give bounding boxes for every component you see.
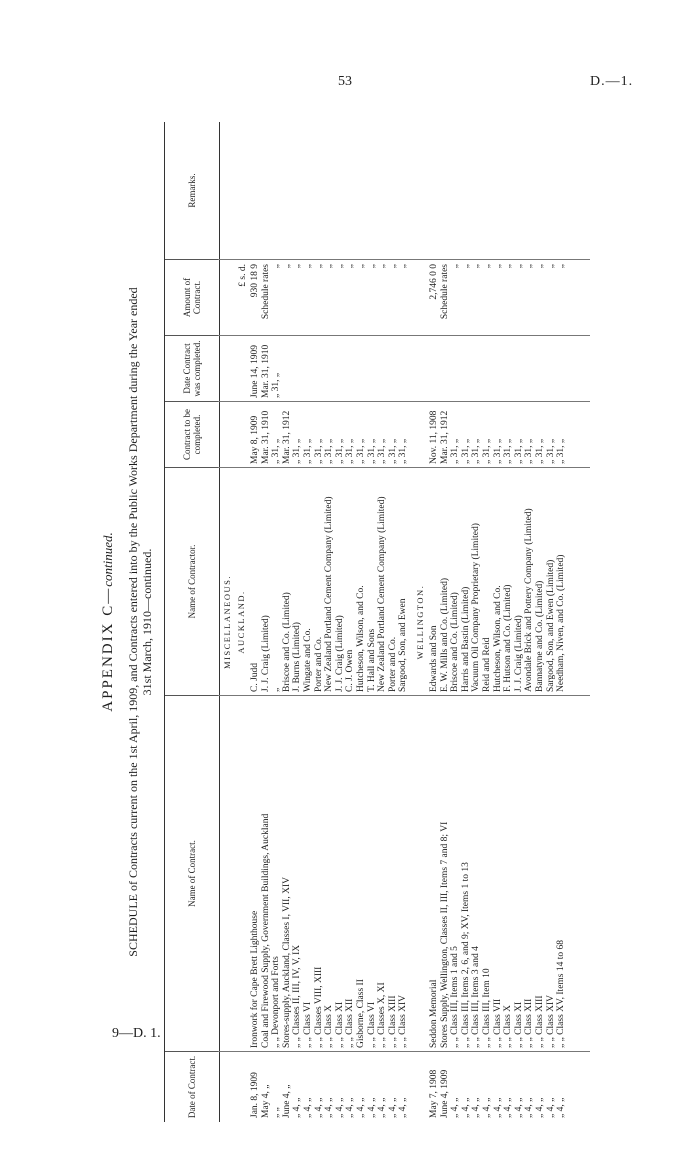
cell-date: „ 4, „ (545, 1097, 556, 1118)
cell-amt: „ (313, 264, 324, 269)
cell-tobe: Mar. 31, 1910 (260, 410, 271, 464)
cell-tobe: „ 31, „ (366, 438, 377, 464)
table-row (440, 122, 450, 1122)
cell-tobe: „ 31, „ (482, 438, 492, 464)
cell-tobe: „ 31, „ (313, 438, 324, 464)
cell-tobe: „ 31, „ (387, 438, 398, 464)
col-amount-header: Amount of Contract. (165, 260, 219, 336)
cell-tobe: „ 31, „ (292, 438, 303, 464)
cell-amt: „ (450, 264, 461, 269)
cell-name: „ „ Class XI (334, 1001, 345, 1048)
cell-name: „ „ Class VI (366, 1002, 377, 1048)
table-row (314, 122, 324, 1122)
cell-date: „ 4, „ (471, 1097, 482, 1118)
cell-name: „ „ Class XIV (545, 994, 556, 1048)
table-row (292, 122, 302, 1122)
col-contractor-header: Name of Contractor. (165, 468, 219, 696)
cell-tobe: „ 31, „ (556, 438, 567, 464)
cell-name: Ironwork for Cape Brett Lighthouse (250, 910, 260, 1048)
currency-units: £ s. d. (238, 264, 248, 287)
cell-date: „ 4, „ (450, 1097, 461, 1118)
cell-contractor: Hutcheson, Wilson, and Co. (492, 585, 503, 692)
cell-date: „ 4, „ (482, 1097, 492, 1118)
cell-date: „ 4, „ (387, 1097, 398, 1118)
cell-comp: June 14, 1909 (250, 344, 260, 398)
cell-name: „ „ Class III, Items 3 and 4 (471, 946, 482, 1048)
cell-comp: „ 31, „ (271, 372, 282, 398)
cell-amt: Schedule rates (260, 264, 271, 320)
cell-tobe: „ 31, „ (356, 438, 366, 464)
cell-contractor: Reid and Reid (482, 637, 492, 692)
appendix-title: APPENDIX C—continued. (100, 532, 116, 712)
table-row (471, 122, 481, 1122)
cell-name: Stores Supply, Wellington, Classes II, III, Items 7 and 8; VI (439, 821, 450, 1048)
cell-name: „ „ Class XV, Items 14 to 68 (556, 939, 567, 1048)
cell-name: Coal and Firewood Supply, Government Buildings, Auckland (260, 813, 271, 1048)
cell-date: „ 4, „ (524, 1097, 535, 1118)
table-header (164, 122, 220, 1122)
cell-amt: „ (513, 264, 524, 269)
cell-date: „ 4, „ (366, 1097, 377, 1118)
cell-amt: „ (482, 264, 492, 269)
cell-contractor: Needham, Niven, and Co. (Limited) (556, 554, 567, 692)
cell-amt: „ (356, 264, 366, 269)
cell-date: „ „ (271, 1107, 282, 1118)
table-row (335, 122, 345, 1122)
cell-amt: 930 18 9 (250, 264, 260, 298)
table-row (250, 122, 260, 1122)
cell-date: „ 4, „ (356, 1097, 366, 1118)
table-row (398, 122, 408, 1122)
cell-amt: „ (471, 264, 482, 269)
cell-amt: „ (345, 264, 356, 269)
cell-name: „ „ Class X (503, 1004, 514, 1048)
table-row (514, 122, 524, 1122)
cell-tobe: Nov. 11, 1908 (429, 410, 439, 464)
cell-contractor: Briscoe and Co. (Limited) (450, 592, 461, 692)
cell-amt: „ (324, 264, 335, 269)
cell-name: Gisborne, Class II (356, 979, 366, 1048)
cell-contractor: Sargood, Son, and Ewen (Limited) (545, 559, 556, 692)
cell-contractor: C. J. Owen (345, 649, 356, 692)
cell-contractor: F. Hutson and Co. (Limited) (503, 584, 514, 692)
col-name-header: Name of Contract. (165, 696, 219, 1052)
cell-amt: „ (387, 264, 398, 269)
cell-date: „ 4, „ (492, 1097, 503, 1118)
table-row (377, 122, 387, 1122)
cell-amt: „ (535, 264, 545, 269)
cell-date: „ 4, „ (513, 1097, 524, 1118)
cell-tobe: „ 31, „ (471, 438, 482, 464)
table-row (303, 122, 313, 1122)
cell-amt: „ (303, 264, 313, 269)
cell-amt: „ (334, 264, 345, 269)
cell-name: „ „ Class III, Item 10 (482, 968, 492, 1048)
cell-name: „ „ Class XI (513, 1001, 524, 1048)
cell-amt: „ (377, 264, 388, 269)
col-date-header: Date of Contract. (187, 1055, 197, 1119)
cell-name: „ „ Classes II, III, IV, V, IX (292, 944, 303, 1048)
table-row (450, 122, 460, 1122)
document-code: D.—1. (590, 74, 634, 89)
cell-name: „ „ Class III, Items 1 and 5 (450, 946, 461, 1048)
cell-date: „ 4, „ (313, 1097, 324, 1118)
cell-tobe: „ 31, „ (503, 438, 514, 464)
cell-tobe: „ 31, „ (545, 438, 556, 464)
cell-amt: „ (524, 264, 535, 269)
cell-tobe: „ 31, „ (303, 438, 313, 464)
cell-contractor: Bannatyne and Co. (Limited) (535, 580, 545, 692)
cell-name: „ „ Class III, Items 2, 6, and 9; XV, Items 1 to 13 (460, 862, 471, 1048)
cell-contractor: J. J. Craig (Limited) (513, 615, 524, 692)
cell-date: „ 4, „ (292, 1097, 303, 1118)
table-row (429, 122, 439, 1122)
cell-tobe: Mar. 31, 1912 (281, 410, 292, 464)
cell-name: „ „ Class VII (492, 998, 503, 1048)
cell-name: „ „ Class X (324, 1004, 335, 1048)
table-row (388, 122, 398, 1122)
cell-contractor: Briscoe and Co. (Limited) (281, 592, 292, 692)
cell-amt: „ (398, 264, 409, 269)
cell-date: „ 4, „ (460, 1097, 471, 1118)
col-completed-header: Date Contract was completed. (165, 336, 219, 402)
cell-tobe: May 8, 1909 (250, 415, 260, 464)
col-remarks-header: Remarks. (165, 122, 219, 260)
cell-contractor: Wingate and Co. (303, 628, 313, 692)
table-row (503, 122, 513, 1122)
page-number: 53 (338, 74, 352, 89)
cell-contractor: „ (271, 687, 282, 692)
table-row (556, 122, 566, 1122)
cell-date: May 7, 1908 (429, 1069, 439, 1118)
cell-amt: „ (271, 264, 282, 269)
cell-amt: „ (545, 264, 556, 269)
cell-tobe: „ 31, „ (271, 438, 282, 464)
cell-tobe: „ 31, „ (450, 438, 461, 464)
cell-tobe: Mar. 31, 1912 (439, 410, 450, 464)
cell-name: Stores-supply, Auckland, Classes I, VII, XIV (281, 877, 292, 1048)
table-row (261, 122, 271, 1122)
cell-contractor: E. W. Mills and Co. (Limited) (439, 578, 450, 692)
table-row (524, 122, 534, 1122)
printer-signature: 9—D. 1. (112, 1026, 161, 1041)
cell-date: „ 4, „ (503, 1097, 514, 1118)
currency-units-row (238, 122, 248, 1122)
cell-amt: „ (460, 264, 471, 269)
cell-amt: Schedule rates (439, 264, 450, 320)
cell-tobe: „ 31, „ (398, 438, 409, 464)
table-row (271, 122, 281, 1122)
cell-date: „ 4, „ (535, 1097, 545, 1118)
col-to-be-header: Contract to be completed. (165, 402, 219, 468)
table-row (367, 122, 377, 1122)
cell-date: „ 4, „ (556, 1097, 567, 1118)
cell-amt: „ (281, 264, 292, 269)
cell-amt: „ (492, 264, 503, 269)
cell-tobe: „ 31, „ (334, 438, 345, 464)
cell-tobe: „ 31, „ (535, 438, 545, 464)
cell-amt: „ (503, 264, 514, 269)
cell-contractor: Harris and Bastin (Limited) (460, 586, 471, 692)
cell-name: „ „ Class XIV (398, 994, 409, 1048)
cell-amt: „ (556, 264, 567, 269)
cell-contractor: Sargood, Son, and Ewen (398, 598, 409, 692)
table-row (282, 122, 292, 1122)
table-row (535, 122, 545, 1122)
cell-contractor: Porter and Co. (313, 636, 324, 692)
cell-date: „ 4, „ (398, 1097, 409, 1118)
schedule-title: SCHEDULE of Contracts current on the 1st April, 1909, and Contracts entered into by the Public Works Department during the Year ended 31st March, 1910—continued. (126, 287, 154, 957)
cell-contractor: Porter and Co. (387, 636, 398, 692)
cell-comp: Mar. 31, 1910 (260, 344, 271, 398)
cell-contractor: Edwards and Son (429, 625, 439, 692)
table-row (356, 122, 366, 1122)
cell-contractor: New Zealand Portland Cement Company (Limited) (377, 496, 388, 692)
cell-amt: „ (366, 264, 377, 269)
table-row (461, 122, 471, 1122)
cell-date: „ 4, „ (303, 1097, 313, 1118)
cell-date: „ 4, „ (345, 1097, 356, 1118)
cell-name: „ „ Class XIII (535, 995, 545, 1048)
cell-date: „ 4, „ (377, 1097, 388, 1118)
cell-contractor: Hutcheson, Wilson, and Co. (356, 585, 366, 692)
cell-name: „ „ Class XIII (387, 995, 398, 1048)
cell-name: „ „ Classes VIII, XIII (313, 966, 324, 1048)
rotated-schedule-table (100, 122, 600, 1122)
cell-name: „ „ Class XII (345, 998, 356, 1048)
cell-name: Seddon Memorial (429, 979, 439, 1048)
cell-name: „ „ Class VI (303, 1002, 313, 1048)
table-row (324, 122, 334, 1122)
section-miscellaneous: MISCELLANEOUS. (222, 575, 232, 669)
cell-date: June 4, 1909 (439, 1069, 450, 1118)
cell-tobe: „ 31, „ (492, 438, 503, 464)
section-wellington: WELLINGTON. (415, 584, 425, 660)
cell-name: „ „ Class XII (524, 998, 535, 1048)
cell-contractor: J. J. Craig (Limited) (260, 615, 271, 692)
cell-contractor: Vacuum Oil Company Proprietary (Limited) (471, 523, 482, 692)
cell-tobe: „ 31, „ (377, 438, 388, 464)
cell-date: „ 4, „ (334, 1097, 345, 1118)
cell-contractor: C. Judd (250, 662, 260, 692)
cell-contractor: T. Hall and Sons (366, 628, 377, 692)
cell-tobe: „ 31, „ (524, 438, 535, 464)
cell-date: June 4, „ (281, 1084, 292, 1118)
cell-contractor: J. Burns (Limited) (292, 622, 303, 692)
cell-contractor: Avondale Brick and Pottery Company (Limited) (524, 508, 535, 692)
cell-contractor: J. J. Craig (Limited) (334, 615, 345, 692)
cell-tobe: „ 31, „ (513, 438, 524, 464)
cell-date: „ 4, „ (324, 1097, 335, 1118)
cell-tobe: „ 31, „ (345, 438, 356, 464)
cell-name: „ „ Devonport and Forts (271, 956, 282, 1048)
cell-amt: 2,746 0 0 (429, 264, 439, 300)
cell-date: Jan. 8, 1909 (250, 1072, 260, 1118)
cell-contractor: New Zealand Portland Cement Company (Limited) (324, 496, 335, 692)
table-row (482, 122, 492, 1122)
cell-tobe: „ 31, „ (460, 438, 471, 464)
section-auckland: AUCKLAND. (236, 590, 246, 654)
cell-name: „ „ Classes X, XI (377, 982, 388, 1048)
table-row (493, 122, 503, 1122)
cell-tobe: „ 31, „ (324, 438, 335, 464)
cell-date: May 4, „ (260, 1084, 271, 1118)
table-row (345, 122, 355, 1122)
table-row (546, 122, 556, 1122)
cell-amt: „ (292, 264, 303, 269)
